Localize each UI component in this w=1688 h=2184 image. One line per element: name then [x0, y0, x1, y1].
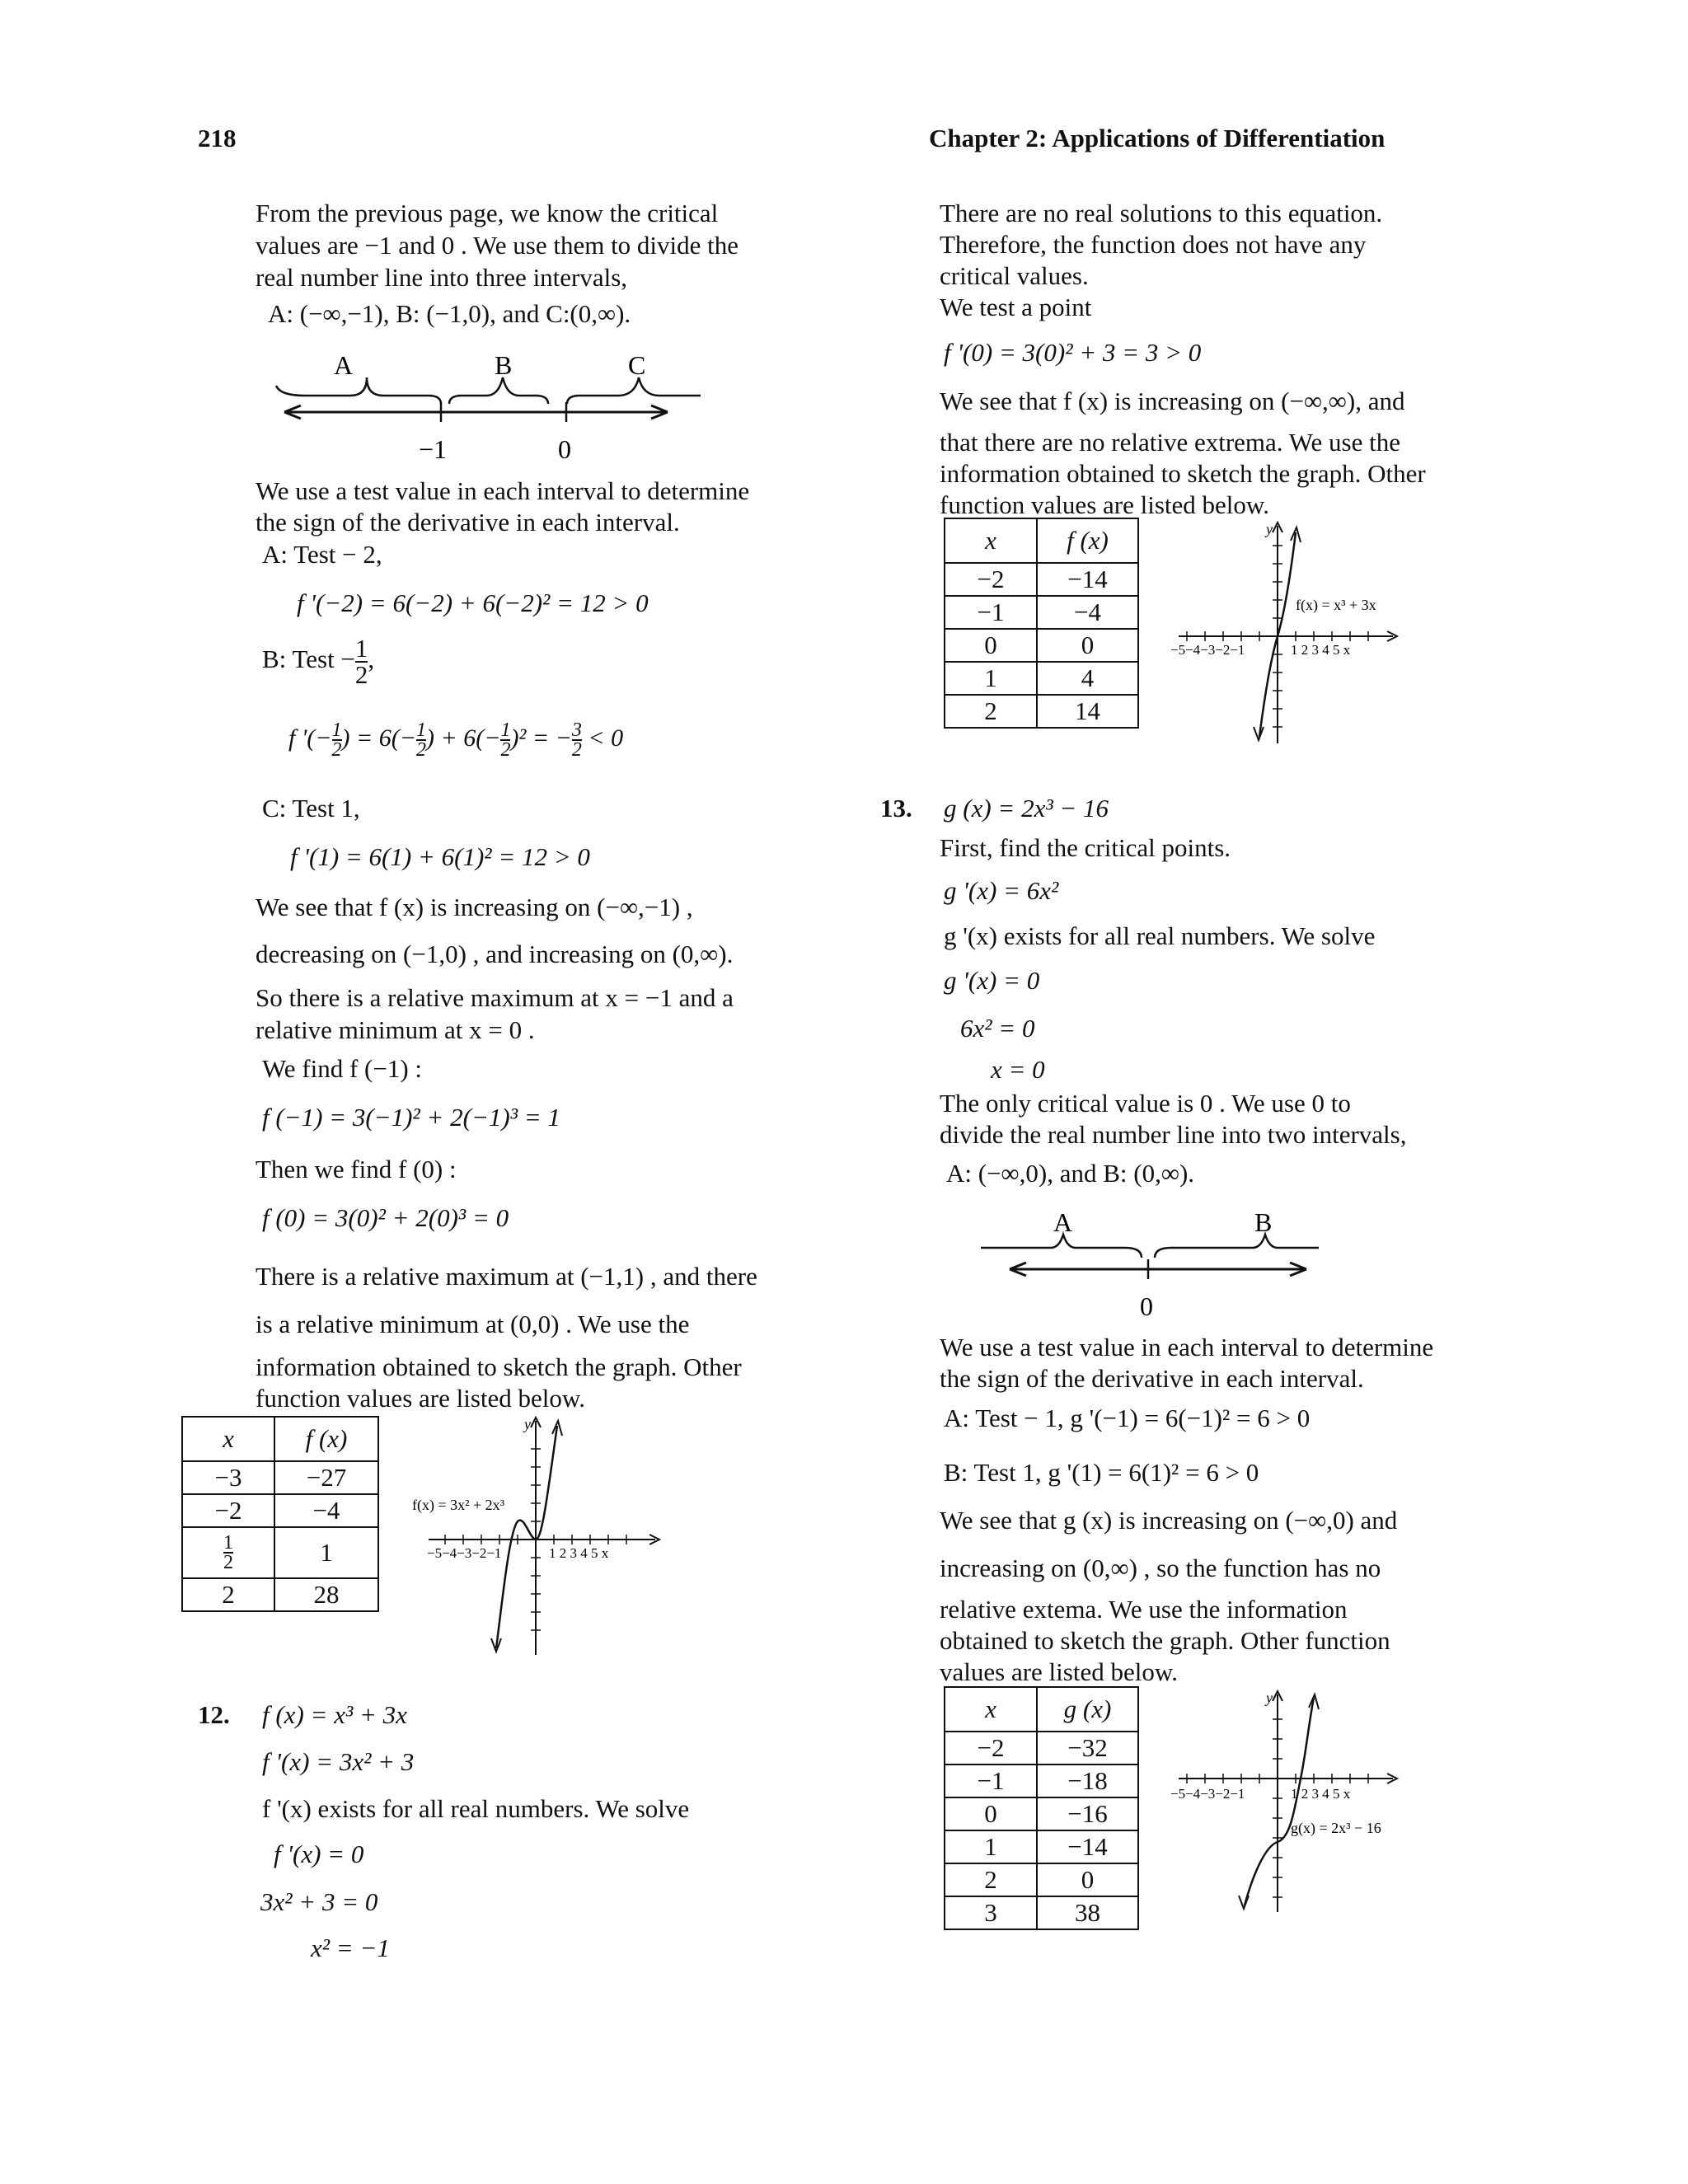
graph-x-ticks-neg: −5−4−3−2−1 [427, 1545, 502, 1561]
graph-y-label: y [524, 1416, 531, 1432]
right-value-table-2 [944, 1686, 1139, 1930]
table-cell: −14 [1037, 1830, 1138, 1863]
left-test-c: C: Test 1, [262, 794, 360, 823]
right-intro-line-2: Therefore, the function does not have any [940, 230, 1367, 259]
table-cell: 38 [1037, 1896, 1138, 1929]
right-test-a: A: Test − 1, g '(−1) = 6(−1)² = 6 > 0 [944, 1404, 1311, 1432]
table-row [945, 1732, 1138, 1765]
table-row [182, 1494, 378, 1527]
left-summary-1: There is a relative maximum at (−1,1) , and there [256, 1262, 757, 1291]
left-test-intro-1: We use a test value in each interval to determine [256, 476, 750, 505]
table-cell: −4 [274, 1494, 378, 1527]
left-conclusion-2: decreasing on (−1,0) , and increasing on (0,∞). [256, 940, 734, 968]
page-number: 218 [198, 124, 237, 152]
nl2-label-b: B [1254, 1207, 1273, 1237]
left-value-table [181, 1416, 379, 1612]
prob13-line-5: g '(x) = 0 [944, 966, 1040, 995]
table-fraction [223, 1534, 233, 1572]
right-conclusion2-5: values are listed below. [940, 1657, 1178, 1686]
table-cell: 0 [945, 1797, 1037, 1830]
table-cell: −18 [1037, 1765, 1138, 1797]
table-cell: −27 [274, 1461, 378, 1494]
left-conclusion-1: We see that f (x) is increasing on (−∞,−1) , [256, 893, 693, 921]
table-cell: 0 [1037, 629, 1138, 662]
right-conclusion-4: function values are listed below. [940, 490, 1270, 519]
eq-b-frac-2 [416, 721, 426, 759]
fraction-den: 2 [415, 739, 426, 761]
prob12-line-1: f (x) = x³ + 3x [262, 1700, 407, 1729]
left-eq-b [288, 721, 623, 759]
graph-x-ticks-pos: 1 2 3 4 5 x [549, 1545, 609, 1561]
right-conclusion2-3: relative extema. We use the information [940, 1595, 1348, 1624]
table-cell: 3 [945, 1896, 1037, 1929]
nl1-label-c: C [628, 350, 646, 380]
table-cell: −4 [1037, 596, 1138, 629]
eq-b-frac-4 [572, 721, 582, 759]
table-header: x [945, 518, 1037, 563]
table-cell: 0 [945, 629, 1037, 662]
table-cell: −3 [182, 1461, 274, 1494]
left-conclusion-4: relative minimum at x = 0 . [256, 1015, 535, 1044]
right-graph-1 [1170, 521, 1418, 752]
right-conclusion2-1: We see that g (x) is increasing on (−∞,0) and [940, 1506, 1398, 1535]
table-cell: 1 [945, 662, 1037, 695]
table-row [945, 629, 1138, 662]
table-header: f (x) [1037, 518, 1138, 563]
table-row [945, 1896, 1138, 1929]
table-row [945, 695, 1138, 728]
eq-b-part: ) + 6(− [425, 724, 501, 752]
left-summary-3: information obtained to sketch the graph. Other [256, 1352, 742, 1381]
table-row [182, 1461, 378, 1494]
table-cell: 1 [945, 1830, 1037, 1863]
fraction-den: 2 [331, 739, 342, 761]
left-summary-2: is a relative minimum at (0,0) . We use the [256, 1310, 690, 1338]
fraction-den: 2 [354, 660, 368, 689]
fraction-den: 2 [223, 1552, 233, 1573]
table-cell: −14 [1037, 563, 1138, 596]
prob12-line-6: x² = −1 [311, 1933, 390, 1962]
eq-b-part: < 0 [588, 724, 624, 752]
right-intro-line-1: There are no real solutions to this equation. [940, 199, 1383, 227]
left-conclusion-3: So there is a relative maximum at x = −1 and a [256, 983, 734, 1012]
table-row [945, 662, 1138, 695]
table-header: f (x) [274, 1417, 378, 1461]
right-test-intro-2: the sign of the derivative in each interval. [940, 1364, 1364, 1393]
fraction-num: 3 [571, 719, 582, 741]
prob13-line-3: g '(x) = 6x² [944, 876, 1059, 905]
table-row [945, 1797, 1138, 1830]
prob12-line-2: f '(x) = 3x² + 3 [262, 1747, 415, 1776]
table-row [945, 596, 1138, 629]
table-cell: −2 [182, 1494, 274, 1527]
left-eq-c: f '(1) = 6(1) + 6(1)² = 12 > 0 [290, 842, 590, 871]
graph-function-label: f(x) = x³ + 3x [1296, 597, 1376, 613]
graph-x-ticks-neg: −5−4−3−2−1 [1170, 1786, 1245, 1802]
table-row [182, 1527, 378, 1578]
table-header: g (x) [1037, 1687, 1138, 1732]
prob13-line-10: A: (−∞,0), and B: (0,∞). [946, 1159, 1195, 1188]
table-cell: 1 [274, 1527, 378, 1578]
right-value-table-1 [944, 518, 1139, 729]
right-test-b: B: Test 1, g '(1) = 6(1)² = 6 > 0 [944, 1458, 1259, 1487]
eq-b-frac-1 [332, 721, 342, 759]
prob13-line-7: x = 0 [991, 1055, 1045, 1084]
graph-x-ticks-pos: 1 2 3 4 5 x [1291, 642, 1351, 658]
fraction-num: 1 [331, 719, 342, 741]
eq-b-part: ) = 6(− [341, 724, 416, 752]
nl1-tick-m1: −1 [419, 434, 448, 464]
table-header: x [182, 1417, 274, 1461]
test-b-prefix: B: Test − [262, 644, 355, 674]
right-test-intro-1: We use a test value in each interval to determine [940, 1333, 1434, 1361]
graph-y-label: y [1266, 521, 1273, 537]
test-b-suffix: , [368, 644, 375, 674]
table-row [182, 1417, 378, 1461]
fraction-num: 1 [415, 719, 426, 741]
right-conclusion-3: information obtained to sketch the graph. Other [940, 459, 1426, 488]
left-intro-line-2: values are −1 and 0 . We use them to divide the [256, 231, 739, 260]
table-cell: 2 [182, 1578, 274, 1611]
left-intervals-line: A: (−∞,−1), B: (−1,0), and C:(0,∞). [268, 299, 631, 328]
left-eq-f-0: f (0) = 3(0)² + 2(0)³ = 0 [262, 1203, 509, 1232]
right-graph-2 [1170, 1690, 1418, 1920]
table-cell: 28 [274, 1578, 378, 1611]
eq-b-part: )² = − [510, 724, 572, 752]
prob13-line-6: 6x² = 0 [960, 1014, 1035, 1043]
nl1-label-b: B [495, 350, 513, 380]
left-test-intro-2: the sign of the derivative in each interval. [256, 508, 680, 537]
table-row [182, 1578, 378, 1611]
table-cell: −16 [1037, 1797, 1138, 1830]
fraction-den: 2 [500, 739, 511, 761]
table-row [945, 1765, 1138, 1797]
right-conclusion-1: We see that f (x) is increasing on (−∞,∞), and [940, 387, 1405, 415]
table-cell: −32 [1037, 1732, 1138, 1765]
left-summary-4: function values are listed below. [256, 1384, 586, 1413]
right-conclusion-2: that there are no relative extrema. We use the [940, 428, 1400, 457]
fraction-num: 1 [500, 719, 511, 741]
table-cell: 4 [1037, 662, 1138, 695]
problem-12-number: 12. [198, 1700, 230, 1729]
graph-function-label: g(x) = 2x³ − 16 [1291, 1820, 1381, 1836]
fraction-num: 1 [354, 634, 368, 663]
table-cell: −2 [945, 1732, 1037, 1765]
left-test-a: A: Test − 2, [262, 540, 382, 569]
left-find-2: Then we find f (0) : [256, 1155, 457, 1183]
left-test-b [262, 636, 374, 687]
prob13-line-4: g '(x) exists for all real numbers. We solve [944, 921, 1376, 950]
test-b-fraction [355, 636, 368, 687]
nl1-label-a: A [334, 350, 354, 380]
right-eq-1: f '(0) = 3(0)² + 3 = 3 > 0 [944, 338, 1202, 367]
table-row [945, 518, 1138, 563]
table-cell: 2 [945, 695, 1037, 728]
left-intro-line-3: real number line into three intervals, [256, 263, 628, 292]
right-intro-line-4: We test a point [940, 293, 1092, 321]
left-eq-f-m1: f (−1) = 3(−1)² + 2(−1)³ = 1 [262, 1103, 560, 1132]
prob12-line-5: 3x² + 3 = 0 [260, 1887, 378, 1916]
graph-x-ticks-neg: −5−4−3−2−1 [1170, 642, 1245, 658]
prob12-line-3: f '(x) exists for all real numbers. We solve [262, 1794, 690, 1823]
fraction-num: 1 [223, 1532, 233, 1554]
fraction-den: 2 [571, 739, 582, 761]
nl2-label-a: A [1053, 1207, 1073, 1237]
eq-b-frac-3 [500, 721, 510, 759]
problem-13-number: 13. [880, 794, 912, 823]
prob12-line-4: f '(x) = 0 [274, 1840, 364, 1868]
chapter-title: Chapter 2: Applications of Differentiation [929, 124, 1386, 152]
table-row [945, 1687, 1138, 1732]
right-conclusion2-2: increasing on (0,∞) , so the function has no [940, 1554, 1381, 1582]
nl1-tick-0: 0 [558, 434, 571, 464]
left-eq-a: f '(−2) = 6(−2) + 6(−2)² = 12 > 0 [297, 588, 649, 617]
table-cell: −2 [945, 563, 1037, 596]
prob13-line-8: The only critical value is 0 . We use 0 to [940, 1089, 1351, 1118]
left-graph [412, 1416, 668, 1663]
number-line-1 [272, 350, 717, 468]
right-conclusion2-4: obtained to sketch the graph. Other function [940, 1626, 1390, 1655]
table-cell: 2 [945, 1863, 1037, 1896]
graph-x-ticks-pos: 1 2 3 4 5 x [1291, 1786, 1351, 1802]
left-find-1: We find f (−1) : [262, 1054, 423, 1083]
nl2-tick-0: 0 [1140, 1291, 1153, 1321]
table-header: x [945, 1687, 1037, 1732]
table-cell [182, 1527, 274, 1578]
table-cell: −1 [945, 596, 1037, 629]
number-line-2 [977, 1207, 1339, 1325]
graph-y-label: y [1266, 1690, 1273, 1706]
table-cell: 14 [1037, 695, 1138, 728]
prob13-line-9: divide the real number line into two intervals, [940, 1120, 1407, 1149]
table-cell: 0 [1037, 1863, 1138, 1896]
prob13-line-1: g (x) = 2x³ − 16 [944, 794, 1109, 823]
right-intro-line-3: critical values. [940, 261, 1089, 290]
table-row [945, 563, 1138, 596]
left-intro-line-1: From the previous page, we know the critical [256, 199, 719, 227]
table-row [945, 1830, 1138, 1863]
graph-function-label: f(x) = 3x² + 2x³ [412, 1497, 505, 1513]
prob13-line-2: First, find the critical points. [940, 833, 1231, 862]
table-cell: −1 [945, 1765, 1037, 1797]
table-row [945, 1863, 1138, 1896]
eq-b-part: f '(− [288, 724, 332, 752]
